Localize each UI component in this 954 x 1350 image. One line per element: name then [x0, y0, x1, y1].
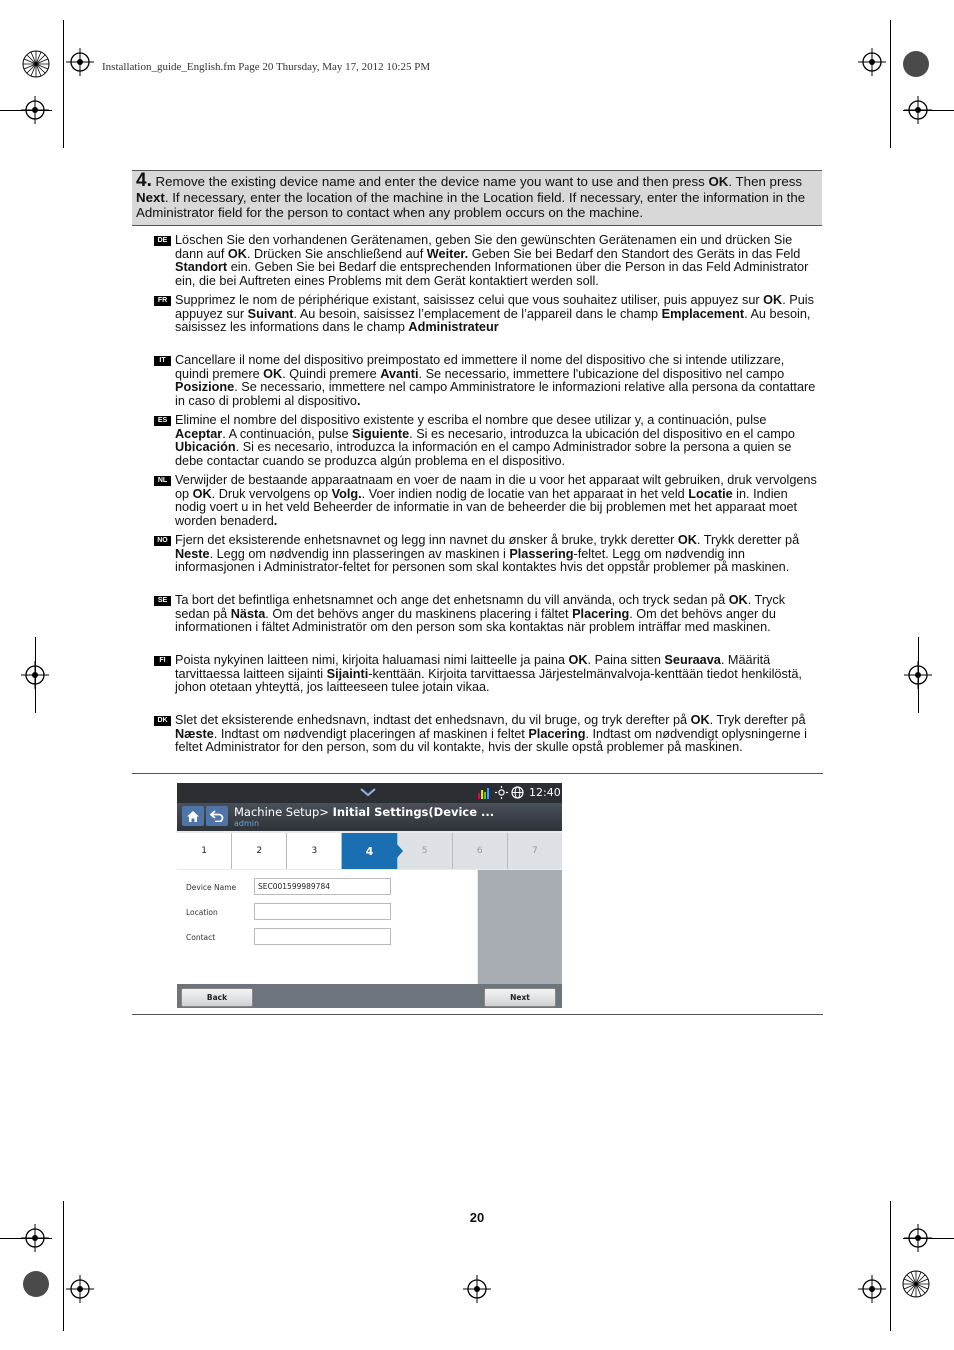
wizard-step[interactable]: 1: [177, 833, 232, 869]
lang-block-se: [154, 594, 820, 635]
lang-text: . Si es necesario, introduzca la ubicación del dispositivo en el campo: [409, 426, 795, 441]
lang-text: . Au besoin, saisissez les informations dans le champ: [175, 306, 811, 335]
lang-bold: Placering: [572, 606, 630, 621]
lang-bold: Posizione: [175, 380, 235, 395]
step-text: . Then press: [728, 174, 803, 189]
step-text: Remove the existing device name and enter the device name you want to use and then press: [151, 174, 709, 189]
lang-text: . Si es necesario, introduzca la información en el campo Administrador sobre la persona a quien se debe contactar cuando se produzca algún problema en el dispositivo.: [175, 440, 792, 468]
registration-target-icon: [858, 48, 886, 76]
wizard-step[interactable]: 7: [508, 833, 562, 869]
lang-badge: DK: [154, 716, 171, 726]
registration-target-icon: [904, 96, 932, 124]
print-header: Installation_guide_English.fm Page 20 Thursday, May 17, 2012 10:25 PM: [102, 61, 431, 73]
lang-text: -kenttään. Kirjoita tarvittaessa Järjestelmänvalvoja-kenttään tiedot henkilöstä, johon otetaan yhteyttä, jos laitteeseen tulee jotain vikaa.: [175, 666, 802, 695]
brightness-icon: [495, 786, 508, 799]
registration-target-icon: [66, 48, 94, 76]
wizard-step[interactable]: 6: [453, 833, 508, 869]
lang-block-it: [154, 354, 820, 408]
lang-text: . Puis appuyez sur: [175, 293, 814, 321]
pull-down-arrow-icon: [360, 787, 376, 797]
lang-text: . Tryk derefter på: [709, 713, 806, 727]
page-number: 20: [469, 1210, 485, 1225]
wizard-steps: [177, 833, 562, 869]
lang-block-fi: [154, 654, 820, 695]
location-field[interactable]: [254, 903, 391, 920]
registration-target-icon: [21, 1224, 49, 1252]
lang-bold: Neste: [175, 546, 210, 561]
starburst-mark-icon: [902, 1270, 930, 1298]
lang-text: . Paina sitten: [587, 653, 665, 667]
lang-badge: FR: [154, 296, 171, 306]
wizard-step[interactable]: 5: [398, 833, 453, 869]
lang-text: . Indtast om nødvendigt oplysningerne i feltet Administrator for den person, som du vil kontakte, hvis der skulle opstå problemer på maskinen.: [175, 726, 807, 755]
wizard-step-active[interactable]: 4: [342, 833, 397, 869]
lang-bold: OK: [227, 246, 247, 261]
home-icon: [186, 810, 200, 823]
lang-text: in. Indien nodig voert u in het veld Beheerder de informatie in van de beheerder die bij problemen met het apparaat moet worden benaderd: [175, 486, 798, 528]
lang-bold: Ubicación: [175, 440, 236, 455]
lang-text: . Om det behövs anger du informationen i fältet Administratör om den person som ska kontaktas när problem inträffar med maskinen.: [175, 606, 776, 635]
lang-text: Löschen Sie den vorhandenen Gerätenamen, geben Sie den gewünschten Gerätenamen ein und drücken Sie dann auf: [175, 233, 793, 261]
step-bold: OK: [708, 174, 729, 189]
lang-bold: Suivant: [247, 306, 294, 321]
lang-bold: Plassering: [509, 546, 574, 561]
lang-bold: OK: [690, 713, 710, 727]
lang-badge: SE: [154, 596, 171, 606]
crop-mark: [890, 20, 891, 148]
lang-text: . Drücken Sie anschließend auf: [246, 246, 427, 261]
screen-subtitle: admin: [234, 819, 260, 828]
lang-bold: Avanti: [380, 366, 419, 381]
lang-text: -feltet. Legg om nødvendig inn informasjonen i Administrator-feltet for personen som skal kontaktes hvis det oppstår problemer på maskinen.: [175, 546, 790, 575]
lang-bold: Volg.: [331, 486, 362, 501]
registration-target-icon: [21, 661, 49, 689]
lang-text: . Määritä tarvittaessa laitteen sijainti: [175, 653, 771, 681]
registration-target-icon: [904, 661, 932, 689]
lang-text: . Trykk deretter på: [696, 533, 800, 547]
lang-bold: Siguiente: [352, 426, 410, 441]
step-bold: Next: [136, 189, 165, 205]
back-button[interactable]: Back: [181, 988, 253, 1007]
lang-bold: Locatie: [688, 486, 733, 501]
lang-bold: Standort: [175, 260, 228, 275]
step-instruction: [132, 170, 822, 226]
lang-badge: IT: [154, 356, 171, 366]
status-bar: [177, 783, 562, 803]
field-label: Device Name: [186, 883, 237, 892]
lang-text: . Druk vervolgens op: [211, 486, 332, 501]
lang-text: Slet det eksisterende enhedsnavn, indtast det enhedsnavn, du vil bruge, og tryk derefter på: [175, 713, 691, 727]
step-number: 4.: [136, 170, 152, 191]
lang-bold: Sijainti: [326, 666, 369, 681]
lang-block-es: [154, 414, 820, 468]
field-label: Location: [186, 908, 218, 917]
lang-text: Poista nykyinen laitteen nimi, kirjoita haluamasi nimi laitteelle ja paina: [175, 653, 569, 667]
registration-target-icon: [463, 1275, 491, 1303]
lang-text: Verwijder de bestaande apparaatnaam en voer de naam in die u voor het apparaat wilt gebruiken, druk vervolgens op: [175, 473, 817, 501]
step-text: . If necessary, enter the location of the machine in the Location field. If necessary, enter the information in the Administrator field for the person to contact when any problem occurs on the machine.: [136, 189, 806, 220]
lang-text: . Quindi premere: [282, 366, 381, 381]
lang-badge: DE: [154, 236, 171, 246]
lang-bold: OK: [728, 593, 748, 607]
lang-badge: FI: [154, 656, 171, 666]
undo-arrow-icon: [210, 810, 224, 822]
starburst-mark-icon: [22, 50, 50, 78]
lang-block-nl: [154, 474, 820, 528]
lang-bold: Emplacement: [661, 306, 745, 321]
lang-badge: NO: [154, 536, 171, 546]
lang-text: . Au besoin, saisissez l’emplacement de l’appareil dans le champ: [293, 306, 662, 321]
bottom-bar: [177, 984, 562, 1008]
registration-target-icon: [66, 1275, 94, 1303]
lang-badge: NL: [154, 476, 171, 486]
lang-bold: Placering: [528, 726, 586, 741]
lang-text: . Om det behövs anger du maskinens placering i fältet: [265, 606, 573, 621]
title-prefix: Machine Setup>: [234, 805, 333, 819]
lang-text: Fjern det eksisterende enhetsnavnet og legg inn navnet du ønsker å bruke, trykk deretter: [175, 533, 678, 547]
globe-icon: [511, 786, 524, 799]
next-button[interactable]: Next: [484, 988, 556, 1007]
lang-bold: OK: [263, 366, 283, 381]
field-label: Contact: [186, 933, 216, 942]
device-screen: [177, 783, 562, 1008]
lang-text: . A continuación, pulse: [222, 426, 353, 441]
wizard-step[interactable]: 2: [232, 833, 287, 869]
clock: 12:40: [529, 786, 561, 799]
lang-badge: ES: [154, 416, 171, 426]
dark-circle-mark-icon: [22, 1270, 50, 1298]
registration-target-icon: [858, 1275, 886, 1303]
lang-text: Geben Sie bei Bedarf den Standort des Geräts in das Feld: [468, 246, 801, 261]
lang-text: . Legg om nødvendig inn plasseringen av maskinen i: [209, 546, 510, 561]
lang-text: Cancellare il nome del dispositivo preimpostato ed immettere il nome del dispositivo che si intende utilizzare, quindi premere: [175, 353, 785, 381]
lang-bold: Aceptar: [175, 426, 223, 441]
lang-block-no: [154, 534, 820, 575]
active-step-pointer-icon: [396, 843, 404, 859]
lang-bold: OK: [677, 533, 697, 547]
settings-form: [177, 870, 477, 984]
divider: [132, 1014, 823, 1015]
lang-bold: OK: [763, 293, 783, 307]
lang-text: . Tryck sedan på: [175, 593, 786, 621]
crop-mark: [63, 20, 64, 148]
lang-bold: OK: [192, 486, 212, 501]
registration-target-icon: [21, 96, 49, 124]
lang-block-fr: [154, 294, 820, 335]
lang-bold: .: [273, 513, 278, 528]
lang-text: . Se necessario, immettere nel campo Amministratore le informazioni relative alla persona da contattare in caso di problemi al dispositivo: [175, 380, 816, 408]
lang-block-dk: [154, 714, 820, 755]
lang-bold: Nästa: [230, 606, 266, 621]
lang-text: ein. Geben Sie bei Bedarf die entsprechenden Informationen über die Person in das Feld Administrator ein, die bei Auftreten eines Problems mit dem Gerät kontaktiert werden soll.: [175, 260, 809, 288]
screen-title: [234, 805, 494, 819]
lang-block-de: [154, 234, 820, 288]
lang-bold: Seuraava: [664, 653, 721, 667]
signal-chart-icon: [477, 787, 491, 799]
contact-field[interactable]: [254, 928, 391, 945]
back-arrow-button[interactable]: [206, 806, 228, 826]
lang-text: . Indtast om nødvendigt placeringen af maskinen i feltet: [213, 726, 529, 741]
lang-text: . Voer indien nodig de locatie van het apparaat in het veld: [361, 486, 689, 501]
lang-bold: .: [356, 393, 361, 408]
divider: [132, 773, 823, 774]
device-name-field[interactable]: SEC001599989784: [254, 878, 391, 895]
wizard-step[interactable]: 3: [287, 833, 342, 869]
lang-bold: OK: [568, 653, 588, 667]
home-button[interactable]: [182, 806, 204, 826]
lang-bold: Weiter.: [426, 246, 469, 261]
lang-text: Supprimez le nom de périphérique existant, saisissez celui que vous souhaitez utiliser, puis appuyez sur: [175, 293, 764, 307]
lang-text: Ta bort det befintliga enhetsnamnet och ange det enhetsnamn du vill använda, och tryck sedan på: [175, 593, 729, 607]
side-panel: [478, 870, 562, 984]
dark-circle-mark-icon: [902, 50, 930, 78]
lang-text: Elimine el nombre del dispositivo existente y escriba el nombre que desee utilizar y, a continuación, pulse: [175, 413, 767, 427]
lang-bold: Administrateur: [408, 320, 499, 335]
lang-text: . Se necessario, immettere l'ubicazione del dispositivo nel campo: [418, 366, 785, 381]
registration-target-icon: [904, 1224, 932, 1252]
title-bold: Initial Settings(Device ...: [332, 805, 495, 819]
title-bar: [177, 803, 562, 831]
lang-bold: Næste: [175, 726, 214, 741]
